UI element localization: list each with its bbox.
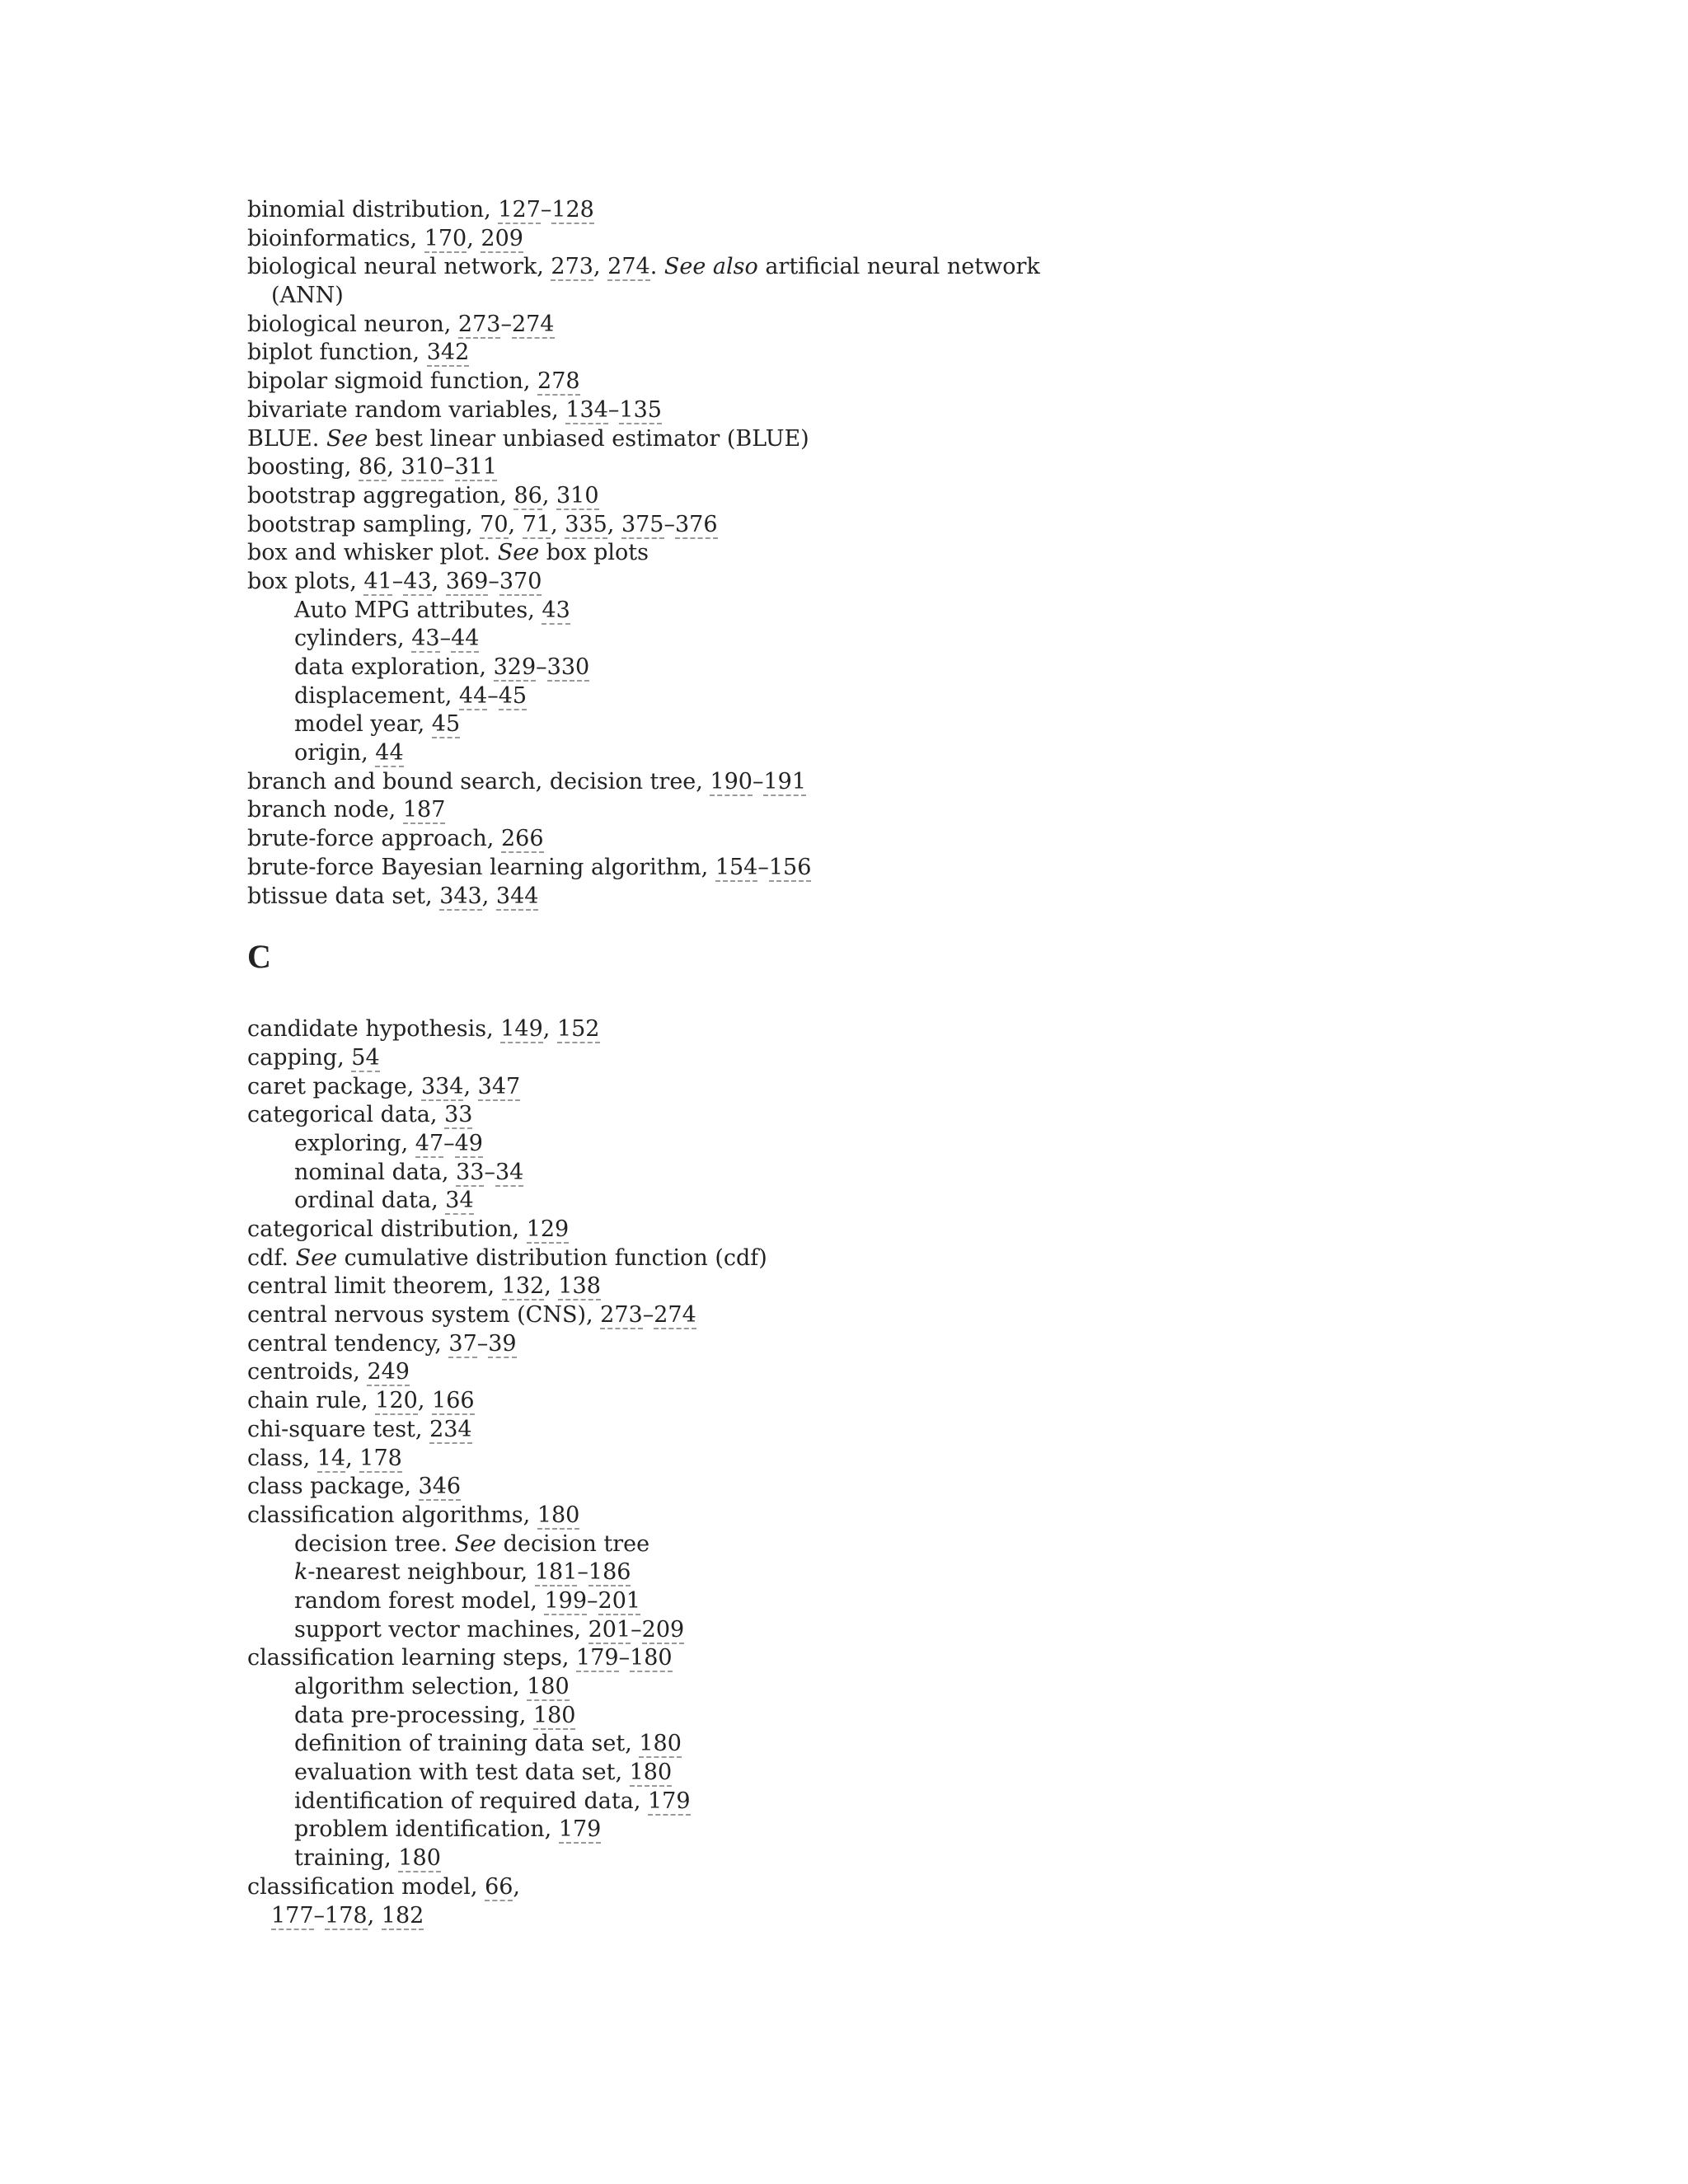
page-ref-link[interactable]: 344 [495,883,539,909]
index-subentry: problem identification, 179 [294,1816,602,1843]
page-ref-link[interactable]: 43 [411,626,440,652]
index-entry: class package, 346 [247,1474,462,1500]
index-entry: bioinformatics, 170, 209 [247,225,523,251]
index-subentry: model year, 45 [294,711,461,738]
page-ref-link[interactable]: 33 [444,1102,473,1128]
page-ref-link[interactable]: 179 [558,1816,602,1843]
page-ref-link[interactable]: 47 [415,1130,444,1156]
index-subentry: training, 180 [294,1845,441,1872]
page-ref-link[interactable]: 120 [375,1388,418,1414]
page-ref-link[interactable]: 180 [537,1502,580,1528]
index-subentry: definition of training data set, 180 [294,1731,682,1757]
page-ref-link[interactable]: 166 [432,1388,475,1414]
index-entry: capping, 54 [247,1044,380,1071]
index-entry: cdf. See cumulative distribution function (cdf) [247,1244,767,1271]
page-ref-link[interactable]: 369 [445,568,489,594]
page-ref-link[interactable]: 274 [511,311,555,337]
index-subentry: data pre-processing, 180 [294,1702,576,1728]
index-entry: biological neuron, 273–274 [247,311,555,337]
page-ref-link[interactable]: 180 [532,1702,576,1728]
page-ref-link[interactable]: 375 [621,511,664,537]
index-subentry: k-nearest neighbour, 181–186 [294,1559,631,1586]
page-ref-link[interactable]: 132 [501,1273,545,1300]
page-ref-link[interactable]: 34 [495,1159,524,1185]
index-entry: BLUE. See best linear unbiased estimator (BLUE) [247,425,809,452]
page-ref-link[interactable]: 310 [556,482,599,509]
page-ref-link[interactable]: 273 [457,311,501,337]
page-ref-link[interactable]: 134 [565,396,608,423]
page-ref-link[interactable]: 181 [534,1559,578,1586]
page-ref-link[interactable]: 370 [499,568,542,594]
index-entry: branch and bound search, decision tree, 190–191 [247,768,807,794]
page-ref-link[interactable]: 334 [420,1073,464,1099]
page-ref-link[interactable]: 311 [454,454,498,480]
page-ref-link[interactable]: 154 [715,854,758,880]
page-ref-link[interactable]: 45 [498,682,528,709]
page-ref-link[interactable]: 178 [325,1902,368,1929]
index-entry: brute-force Bayesian learning algorithm, 154–156 [247,854,812,880]
page-ref-link[interactable]: 43 [542,597,570,623]
index-entry-continuation: 177–178, 182 [271,1902,424,1929]
page-ref-link[interactable]: 190 [710,768,753,794]
index-subentry: nominal data, 33–34 [294,1159,524,1185]
index-subentry: random forest model, 199–201 [294,1587,641,1614]
index-entry: central tendency, 37–39 [247,1330,517,1357]
page-ref-link[interactable]: 180 [398,1845,441,1872]
page-ref-link[interactable]: 152 [556,1016,600,1043]
index-entry: bipolar sigmoid function, 278 [247,368,580,395]
page-ref-link[interactable]: 266 [500,826,544,852]
page-ref-link[interactable]: 180 [630,1645,673,1671]
index-subentry: support vector machines, 201–209 [294,1616,685,1643]
index-entry: biplot function, 342 [247,340,470,366]
page-ref-link[interactable]: 201 [598,1587,641,1614]
page-ref-link[interactable]: 70 [480,511,509,537]
index-entry: boosting, 86, 310–311 [247,454,498,480]
index-subentry: data exploration, 329–330 [294,654,590,680]
page-ref-link[interactable]: 335 [565,511,607,537]
index-entry: candidate hypothesis, 149, 152 [247,1016,600,1043]
index-subentry: ordinal data, 34 [294,1188,474,1214]
page-ref-link[interactable]: 33 [456,1159,485,1185]
page-ref-link[interactable]: 127 [498,197,541,223]
index-entry: classification learning steps, 179–180 [247,1645,673,1671]
index-entry: caret package, 334, 347 [247,1073,521,1099]
page-ref-link[interactable]: 199 [544,1587,588,1614]
page-ref-link[interactable]: 86 [358,454,387,480]
index-entry: box plots, 41–43, 369–370 [247,568,542,594]
page-ref-link[interactable]: 178 [359,1445,402,1471]
page-ref-link[interactable]: 330 [546,654,590,680]
page-ref-link[interactable]: 86 [513,482,542,509]
page-ref-link[interactable]: 41 [363,568,392,594]
page-ref-link[interactable]: 44 [375,740,404,766]
page-ref-link[interactable]: 180 [639,1731,682,1757]
page-ref-link[interactable]: 209 [481,225,523,251]
page-ref-link[interactable]: 44 [458,682,488,709]
index-entry: class, 14, 178 [247,1445,402,1471]
index-entry: box and whisker plot. See box plots [247,540,649,566]
index-entry: binomial distribution, 127–128 [247,197,594,223]
index-entry: categorical data, 33 [247,1102,473,1128]
index-entry: central nervous system (CNS), 273–274 [247,1302,696,1329]
page-ref-link[interactable]: 376 [675,511,718,537]
index-subentry: evaluation with test data set, 180 [294,1760,673,1786]
page-ref-link[interactable]: 182 [381,1902,424,1929]
index-subentry: exploring, 47–49 [294,1130,483,1156]
index-entry: brute-force approach, 266 [247,826,544,852]
index-subentry: identification of required data, 179 [294,1788,691,1814]
index-entry: bootstrap aggregation, 86, 310 [247,482,599,509]
page-ref-link[interactable]: 278 [537,368,580,395]
page-ref-link[interactable]: 274 [607,254,650,280]
section-heading-c: C [247,938,271,976]
page-ref-link[interactable]: 49 [454,1130,483,1156]
page-ref-link[interactable]: 128 [551,197,594,223]
index-entry: centroids, 249 [247,1359,410,1385]
page-ref-link[interactable]: 273 [551,254,593,280]
index-list-b [247,196,1484,911]
page-ref-link[interactable]: 135 [619,396,662,423]
index-subentry: origin, 44 [294,740,404,766]
index-entry: categorical distribution, 129 [247,1216,570,1242]
index-subentry: algorithm selection, 180 [294,1674,570,1699]
page-ref-link[interactable]: 37 [448,1330,477,1357]
index-subentry: Auto MPG attributes, 43 [294,597,570,623]
page-ref-link[interactable]: 170 [424,225,467,251]
index-entry: bivariate random variables, 134–135 [247,396,662,423]
index-entry: chi-square test, 234 [247,1416,472,1442]
page-ref-link[interactable]: 346 [418,1474,462,1500]
page-ref-link[interactable]: 273 [600,1302,643,1329]
page-ref-link[interactable]: 187 [402,797,446,823]
index-subentry: decision tree. See decision tree [294,1530,650,1557]
index-entry: central limit theorem, 132, 138 [247,1273,601,1300]
index-entry: biological neural network, 273, 274. See also artificial neural network [247,254,1040,280]
index-entry: chain rule, 120, 166 [247,1388,475,1414]
page-ref-link[interactable]: 149 [500,1016,543,1043]
page-ref-link[interactable]: 45 [431,711,461,738]
index-list-c [247,1015,1484,1930]
page-ref-link[interactable]: 191 [763,768,807,794]
index-entry: branch node, 187 [247,797,446,823]
index-entry: bootstrap sampling, 70, 71, 335, 375–376 [247,511,718,537]
page-ref-link[interactable]: 347 [477,1073,521,1099]
page-ref-link[interactable]: 180 [629,1760,673,1786]
index-entry: classification algorithms, 180 [247,1502,580,1528]
page-ref-link[interactable]: 54 [351,1044,380,1071]
index-entry-continuation: (ANN) [271,283,344,309]
page-ref-link[interactable]: 129 [526,1216,570,1242]
page-ref-link[interactable]: 34 [445,1188,474,1214]
page-ref-link[interactable]: 71 [522,511,551,537]
index-subentry: displacement, 44–45 [294,682,528,709]
page-ref-link[interactable]: 274 [654,1302,696,1329]
page-ref-link[interactable]: 201 [588,1616,631,1643]
page-ref-link[interactable]: 180 [527,1674,570,1699]
page-ref-link[interactable]: 14 [316,1445,346,1471]
page-ref-link[interactable]: 186 [588,1559,631,1586]
index-entry: btissue data set, 343, 344 [247,883,539,909]
page-ref-link[interactable]: 138 [558,1273,601,1300]
page-ref-link[interactable]: 249 [367,1359,410,1385]
page-ref-link[interactable]: 43 [403,568,432,594]
page-ref-link[interactable]: 342 [426,340,470,366]
page-ref-link[interactable]: 44 [451,626,480,652]
index-subentry: cylinders, 43–44 [294,626,480,652]
page-ref-link[interactable]: 209 [641,1616,685,1643]
page-ref-link[interactable]: 343 [439,883,482,909]
page-ref-link[interactable]: 234 [429,1416,472,1442]
page-ref-link[interactable]: 177 [271,1902,314,1929]
page-ref-link[interactable]: 310 [401,454,444,480]
page-ref-link[interactable]: 179 [647,1788,691,1814]
page-ref-link[interactable]: 179 [576,1645,619,1671]
page-ref-link[interactable]: 156 [768,854,812,880]
index-page [247,196,1484,1930]
index-entry: classification model, 66, [247,1873,521,1900]
page-ref-link[interactable]: 39 [488,1330,517,1357]
page-ref-link[interactable]: 66 [485,1873,513,1900]
page-ref-link[interactable]: 329 [493,654,537,680]
